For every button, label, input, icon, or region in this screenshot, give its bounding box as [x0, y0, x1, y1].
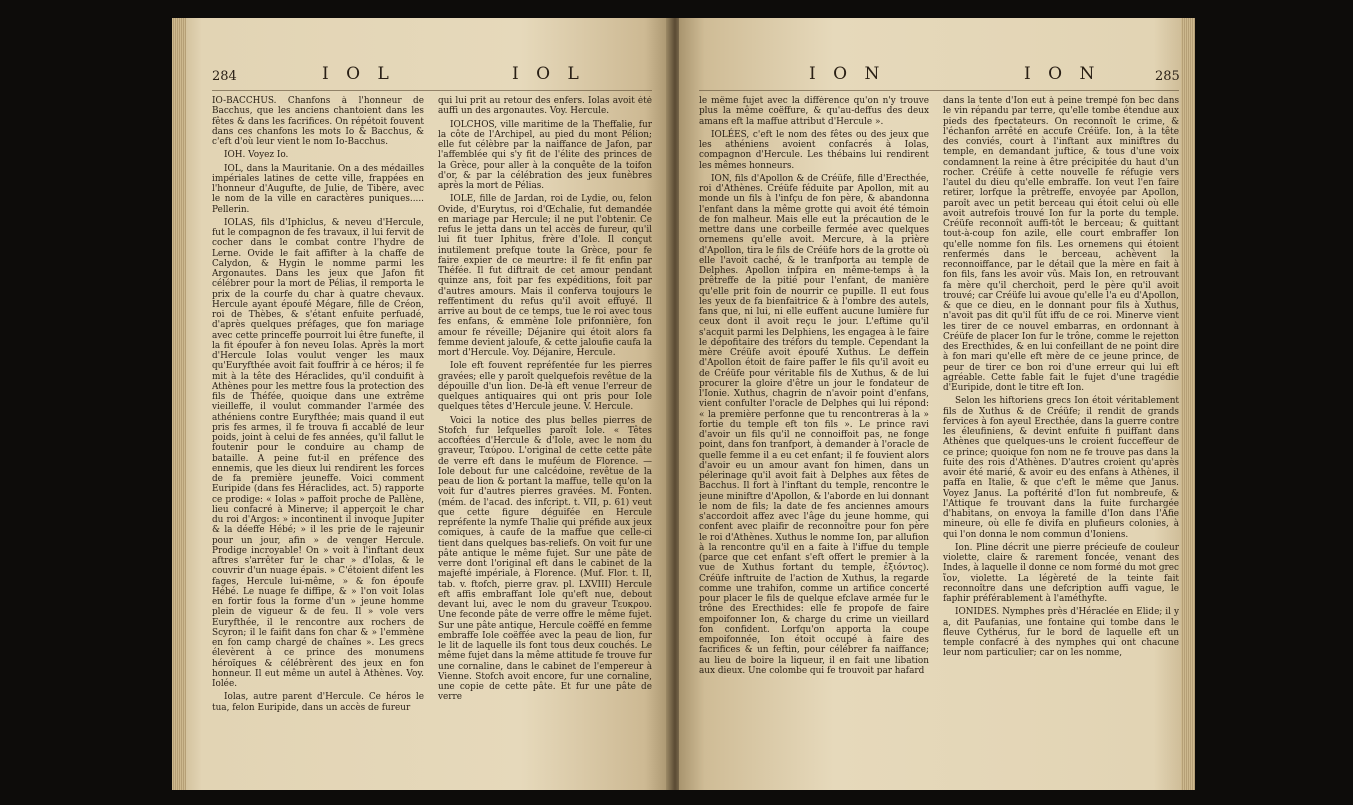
entry-ion-historians: Selon les hiftoriens grecs Ion étoit véritablement fils de Xuthus & de Créüfe; il rendit de grands fervices à fon ayeul Erecthée, dans la guerre contre les éleufiniens, & devint enfuite fi puiffant dans Athènes que quelques-uns le croient fucceffeur de ce prince; quoique fon nom ne fe trouve pas dans la fuite des rois d'Athènes. D'autres croient qu'après avoir été marié, & avoir eu des enfans à Athènes, il paffa en Italie, & que c'eft le même que Janus. Voyez Janus. La poftérité d'Ion fut nombreufe, & l'Attique fe trouvant dans la fuite furchargée d'habitans, on envoya la famille d'Ion dans l'Afie mineure, où elle fe divifa en plufieurs colonies, à qui l'on donna le nom commun d'Ioniens.: [943, 396, 1179, 540]
right-page: [679, 18, 1195, 790]
running-head-left-1: I O L: [322, 64, 395, 84]
running-head-right-2: I O N: [1024, 64, 1101, 84]
entry-iolas: IOLAS, fils d'Iphiclus, & neveu d'Hercule, fut le compagnon de fes travaux, il lui fervit de cocher dans le combat contre l'hydre de Lerne. Ovide le fait affifter à la chaffe de Calydon, & Hygin le nomme parmi les Argonautes. Dans les jeux que Jafon fit célébrer pour la mort de Pélias, il remporta le prix de la courfe du char à quatre chevaux. Hercule ayant époufé Mégare, fille de Créon, roi de Thèbes, & s'étant enfuite perfuadé, d'après quelques préfages, que fon mariage avec cette princeffe pourroit lui être funefte, il la fit époufer à fon neveu Iolas. Après la mort d'Hercule Iolas voulut venger les maux qu'Euryfthée avoit fait fouffrir à ce héros; il fe mit à la tête des Héraclides, qu'il conduifit à Athènes pour les mettre fous la protection des fils de Théfée, quoique dans une extrême vieilleffe, il voulut commander l'armée des athéniens contre Euryfthée; mais quand il eut pris fes armes, il fe trouva fi accablé de leur poids, joint à celui de fes années, qu'il fallut le foutenir pour le conduire au champ de bataille. A peine fut-il en préfence des ennemis, que les dieux lui rendirent les forces de fa première jeuneffe. Voici comment Euripide (dans fes Héraclides, act. 5) rapporte ce prodige: « Iolas » paffoit proche de Pallène, lieu confacré à Minerve; il apperçoit le char du roi d'Argos: » incontinent il invoque Jupiter & la déeffe Hébé; » il les prie de le rajeunir pour un jour, afin » de venger Hercule. Prodige incroyable! On » voit à l'inftant deux aftres s'arrêter fur le char » d'Iolas, & le couvrir d'un nuage épais. » C'étoient difent les fages, Hercule lui-même, » & fon époufe Hébé. Le nuage fe diffipe, & » l'on voit Iolas en fortir fous la forme d'un » jeune homme plein de vigueur & de feu. Il » vole vers Euryfthée, il le rencontre aux rochers de Scyron; il le faifit dans fon char & » l'emmène en fon camp chargé de chaînes ». Les grecs élevèrent à ce prince des monumens héroïques & célébrèrent des jeux en fon honneur. Il eut même un autel à Athènes. Voy. Iolée.: [212, 217, 424, 689]
left-column-2: [438, 96, 652, 781]
left-page-header: [172, 64, 670, 88]
right-fore-edge: [1181, 18, 1195, 790]
entry-iolas-continued: qui lui prit au retour des enfers. Iolas avoit été auffi un des argonautes. Voy. Hercule.: [438, 96, 652, 117]
entry-iolees: IOLÉES, c'eft le nom des fêtes ou des jeux que les athéniens avoient confacrés à Iolas, compagnon d'Hercule. Les thébains lui rendirent les mêmes honneurs.: [699, 129, 929, 171]
open-book: [172, 18, 1195, 790]
header-rule-right: [699, 90, 1179, 91]
entry-ion-stone: Ion. Pline décrit une pierre précieufe de couleur violette, claire & rarement foncée, venant des Indes, à laquelle il donne ce nom formé du mot grec ἴον, violette. La légèreté de la teinte fait reconnoître dans une defcription auffi vague, le faphir préférablement à l'améthyfte.: [943, 542, 1179, 604]
entry-iole: IOLE, fille de Jardan, roi de Lydie, ou, felon Ovide, d'Eurytus, roi d'Œchalie, fut demandée en mariage par Hercule; il ne put l'obtenir. Ce refus le jetta dans un tel accès de fureur, qu'il lui fit tuer Iphitus, frère d'Iole. Il conçut inutilement prefque toute la Grèce, pour fe faire expier de ce meurtre: il fe fit enfin par Théfée. Il fut diftrait de cet amour pendant quinze ans, foit par fes expéditions, foit par d'autres amours. Mais il conferva toujours le reffentiment du refus qu'il avoit effuyé. Il arrive au bout de ce temps, tue le roi avec tous fes enfans, & emmène Iole prifonnière, fon amour fe réveille; Déjanire qui étoit alors fa femme devient jaloufe, & cette jaloufie caufa la mort d'Hercule. Voy. Déjanire, Hercule.: [438, 194, 652, 358]
entry-iolas-2: Iolas, autre parent d'Hercule. Ce héros le tua, felon Euripide, dans un accès de fureur: [212, 692, 424, 713]
right-column-2: [943, 96, 1179, 781]
entry-iole-end: le même fujet avec la différence qu'on n'y trouve plus la même coëffure, & qu'au-deffus des deux amans eft la maffue attribut d'Hercule ».: [699, 96, 929, 127]
page-number-right: 285: [1155, 69, 1180, 84]
entry-io-bacchus: IO-BACCHUS. Chanfons à l'honneur de Bacchus, que les anciens chantoient dans les fêtes & dans les facrifices. On répétoit fouvent dans ces chanfons les mots Io & Bacchus, & c'eft d'où leur vient le nom Io-Bacchus.: [212, 96, 424, 147]
entry-iol: IOL, dans la Mauritanie. On a des médailles impériales latines de cette ville, frappées en l'honneur d'Augufte, de Julie, de Tibère, avec le nom de la ville en caractères puniques..... Pellerin.: [212, 163, 424, 215]
left-fore-edge: [172, 18, 186, 790]
header-rule-left: [212, 90, 652, 91]
entry-ionides: IONIDES. Nymphes près d'Héraclée en Elide; il y a, dit Paufanias, une fontaine qui tombe dans le fleuve Cythérus, fur le bord de laquelle eft un temple confacré à des nymphes qui ont chacune leur nom particulier; car on les nomme,: [943, 607, 1179, 659]
entry-iolchos: IOLCHOS, ville maritime de la Theffalie, fur la côte de l'Archipel, au pied du mont Pélion; elle fut célèbre par la naiffance de Jafon, par l'affemblée qui s'y fit de l'élite des princes de la Grèce, pour aller à la conquête de la toifon d'or, & par la célébration des jeux funèbres après la mort de Pélias.: [438, 119, 652, 191]
entry-iole-stosch: Voici la notice des plus belles pierres de Stofch fur lefquelles paroît Iole. « Têtes accoftées d'Hercule & d'Iole, avec le nom du graveur, Ταύρου. L'original de cette cette pâte de verre eft dans le muféum de Florence. — Iole debout fur une calcédoine, revêtue de la peau de lion & portant la maffue, telle qu'on la voit fur d'autres pierres gravées. M. Fonten. (mém. de l'acad. des infcript. t. VII, p. 61) veut que cette figure déguifée en Hercule repréfente la nymfe Thalie qui préfide aux jeux comiques, à caufe de la maffue que celle-ci tient dans quelques bas-reliefs. On voit fur une pâte antique le même fujet. Sur une pâte de verre dont l'original eft dans le cabinet de la majefté impériale, à Florence. (Muf. Flor. t. II, tab. v. ftofch, pierre grav. pl. LXVIII) Hercule eft affis embraffant Iole qu'eft nue, debout devant lui, avec le nom du graveur Τευκρου. Une feconde pâte de verre offre le même fujet. Sur une pâte antique, Hercule coëffé en femme embraffe Iole coëffée avec la peau de lion, fur le lit de laquelle ils font tous deux couchés. Le même fujet dans la même attitude fe trouve fur une cornaline, dans le cabinet de l'empereur à Vienne. Stofch avoit encore, fur une cornaline, une copie de cette pâte. Et fur une pâte de verre: [438, 415, 652, 703]
entry-iole-gems: Iole eft fouvent repréfentée fur les pierres gravées; elle y paroît quelquefois revêtue de la dépouille d'un lion. De-là eft venue l'erreur de quelques antiquaires qui ont pris pour Iole quelques têtes d'Hercule jeune. V. Hercule.: [438, 361, 652, 413]
entry-ioh: IOH. Voyez Io.: [224, 150, 289, 161]
left-page: [172, 18, 670, 790]
right-column-1: [699, 96, 929, 781]
running-head-left-2: I O L: [512, 64, 585, 84]
entry-ion: ION, fils d'Apollon & de Créüfe, fille d'Erecthée, roi d'Athènes. Créüfe féduite par Apollon, mit au monde un fils à l'infçu de fon père, & abandonna l'enfant dans la même grotte qui avoit été témoin de fon malheur. Mais elle eut la précaution de le mettre dans une corbeille fermée avec quelques ornemens qu'elle avoit. Mercure, à la prière d'Apollon, tira le fils de Créüfe hors de la grotte où elle l'avoit caché, & le tranfporta au temple de Delphes. Apollon infpira en même-temps à la prêtreffe de la pitié pour l'enfant, de manière qu'elle prit foin de nourrir ce pupille. Il eut fous les yeux de fa bienfaitrice & à l'ombre des autels, fans que, ni lui, ni elle euffent aucune lumière fur ceux dont il avoit reçu le jour. L'eftime qu'il s'acquit parmi les Delphiens, les engagea à le faire le dépofitaire des tréfors du temple. Cependant la mère Créüfe avoit époufé Xuthus. Le deffein d'Apollon étoit de faire paffer le fils qu'il avoit eu de Créüfe pour véritable fils de Xuthus, & de lui procurer la gloire d'être un jour le fondateur de l'Ionie. Xuthus, chagrin de n'avoir point d'enfans, vient confulter l'oracle de Delphes qui lui répond: « la première perfonne que tu rencontreras à la » fortie du temple eft ton fils ». Le prince ravi d'avoir un fils qu'il ne connoiffoit pas, ne fonge point, dans fon tranfport, à demander à l'oracle de quelle femme il a eu cet enfant; il fe fouvient alors d'avoir eu un amour avant fon himen, dans un pélerinage qu'il avoit fait à Delphes aux fêtes de Bacchus. Il fort à l'inftant du temple, rencontre le jeune miniftre d'Apollon, & l'aborde en lui donnant le nom de fils; la date de fes anciennes amours s'accordoit affez avec l'âge du jeune homme, qui confent avec plaifir de reconnoître pour fon père le roi d'Athènes. Xuthus le nomme Ion, par allufion à la rencontre qu'il en a faite à l'iffue du temple (parce que cet enfant s'eft offert le premier à la vue de Xuthus fortant du temple, ἐξιόντος). Créüfe inftruite de l'action de Xuthus, la regarde comme une trahifon, comme un artifice concerté pour placer le fils de quelque efclave armée fur le trône des Erecthides: elle fe propofe de faire empoifonner Ion, & charge du crime un vieillard fon confident. Lorfqu'on apporta la coupe empoifonnée, Ion étoit occupé à faire des facrifices & un feftin, pour célébrer fa naiffance; au lieu de boire la liqueur, il en fait une libation aux dieux. Une colombe qui fe trouvoit par hafard: [699, 173, 929, 676]
left-column-1: [212, 96, 424, 781]
right-page-header: [679, 64, 1195, 88]
entry-ion-continued: dans la tente d'Ion eut à peine trempé fon bec dans le vin répandu par terre, qu'elle tombe étendue aux pieds des fpectateurs. On reconnoît le crime, & l'échanfon arrêté en accufe Créüfe. Ion, à la tête des conviés, court à l'inftant aux miniftres du temple, en demandant juftice, & tous d'une voix condamnent la reine à être précipitée du haut d'un rocher. Créüfe à cette nouvelle fe réfugie vers l'autel du dieu qu'elle embraffe. Ion veut l'en faire retirer, lorfque la prêtreffe, envoyée par Apollon, paroît avec un petit berceau qui étoit celui où elle avoit autrefois trouvé Ion fur la porte du temple. Créüfe reconnoît auffi-tôt le berceau; & quittant tout-à-coup fon azile, elle court embraffer Ion qu'elle nomme fon fils. Les ornemens qui étoient renfermés dans le berceau, achèvent la reconnoiffance, par le détail que la mère en fait à fon fils, fans les avoir vûs. Mais Ion, en retrouvant fa mère qu'il cherchoit, perd le père qu'il avoit trouvé; car Créüfe lui avoue qu'elle l'a eu d'Apollon, & que ce dieu, en le donnant pour fils à Xuthus, n'avoit pas dit qu'il fût iffu de ce roi. Minerve vient les tirer de ce nouvel embarras, en ordonnant à Créüfe de placer Ion fur le trône, comme le rejetton des Erecthides, & en lui confeillant de ne point dire à fon mari qu'elle eft mère de ce jeune prince, de peur de tirer ce bon roi d'une erreur qui lui eft agréable. Cette fable fait le fujet d'une tragédie d'Euripide, dont le titre eft Ion.: [943, 96, 1179, 393]
page-number-left: 284: [212, 69, 237, 84]
running-head-right-1: I O N: [809, 64, 886, 84]
